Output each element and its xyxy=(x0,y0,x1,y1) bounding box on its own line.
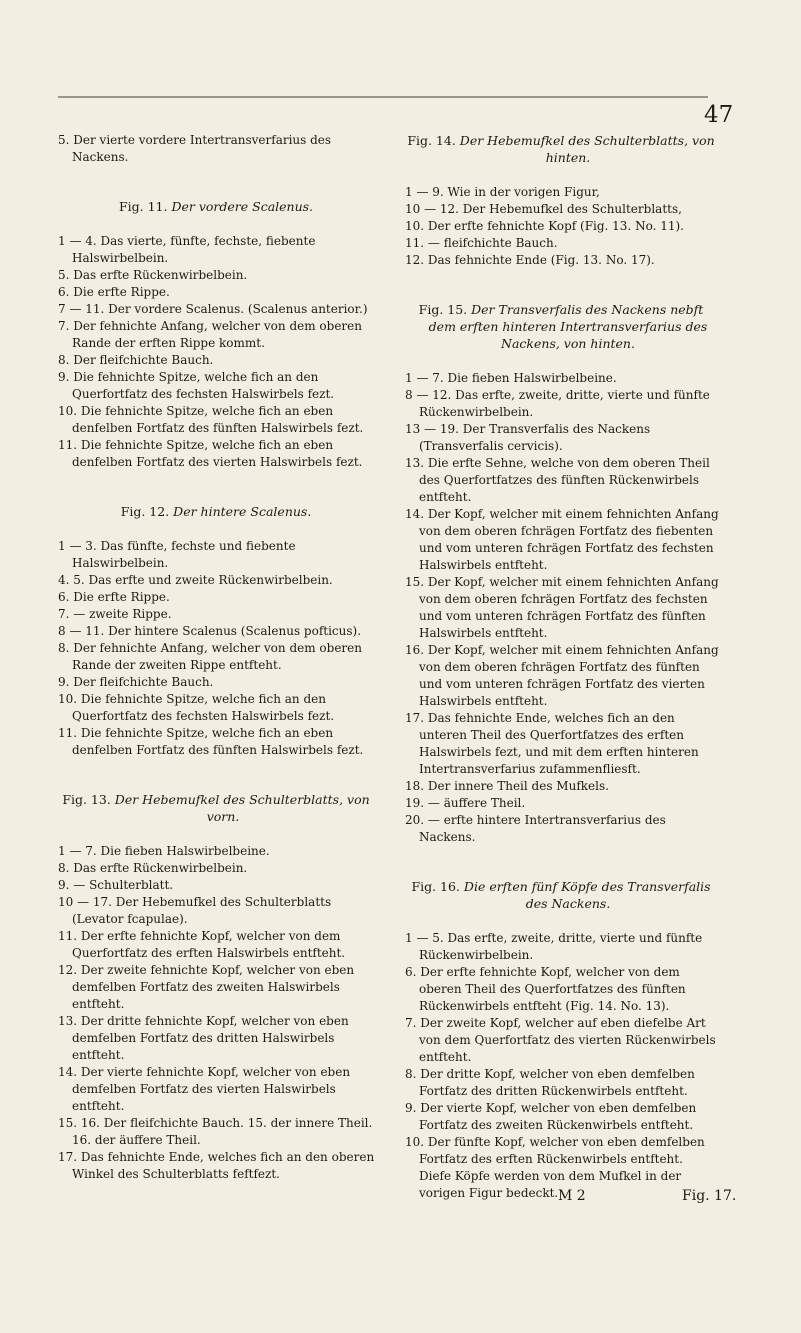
legend-entry: 11. Die fehnichte Spitze, welche fich an eben denfelben Fortfatz des vierten Halswirbels fezt. xyxy=(58,438,363,469)
figure-label: Fig. 13. xyxy=(62,792,111,807)
legend-entry: 12. Das fehnichte Ende (Fig. 13. No. 17). xyxy=(405,253,655,267)
note-text: Diefe Köpfe werden von dem Mufkel in der vorigen Figur bedeckt. xyxy=(419,1169,682,1200)
legend-entry: 9. — Schulterblatt. xyxy=(58,878,174,892)
header-rule xyxy=(58,96,708,98)
figure-title: Der vordere Scalenus. xyxy=(171,199,314,214)
legend-entry: 1 — 7. Die fieben Halswirbelbeine. xyxy=(405,371,617,385)
legend-entry: 10. Die fehnichte Spitze, welche fich an den Querfortfatz des fechsten Halswirbels fezt. xyxy=(58,692,335,723)
legend-entry: 20. — erfte hintere Intertransverfarius des Nackens. xyxy=(405,813,666,844)
legend-entry: 1 — 7. Die fieben Halswirbelbeine. xyxy=(58,844,270,858)
figure-label: Fig. 15. xyxy=(418,302,468,317)
legend-entry: 10. Die fehnichte Spitze, welche fich an eben denfelben Fortfatz des fünften Halswirbels fezt. xyxy=(58,404,364,435)
legend-entry: 13. Der dritte fehnichte Kopf, welcher von eben demfelben Fortfatz des dritten Halswirbels entfteht. xyxy=(58,1014,349,1062)
figure-caption xyxy=(58,791,380,825)
legend-entry: 11. Der erfte fehnichte Kopf, welcher von dem Querfortfatz des erften Halswirbels entfteht. xyxy=(58,929,346,960)
legend-entry: 10. Der erfte fehnichte Kopf (Fig. 13. No. 11). xyxy=(405,219,684,233)
legend-entry: 1 — 4. Das vierte, fünfte, fechste, fiebente Halswirbelbein. xyxy=(58,234,316,265)
legend-entry: 8. Der dritte Kopf, welcher von eben demfelben Fortfatz des dritten Rückenwirbels entfteht. xyxy=(405,1067,695,1098)
legend-entry: 13 — 19. Der Transverfalis des Nackens (Transverfalis cervicis). xyxy=(405,422,651,453)
figure-caption xyxy=(58,503,380,520)
legend-entry: 18. Der innere Theil des Mufkels. xyxy=(405,779,609,793)
legend-entry: 10 — 17. Der Hebemufkel des Schulterblatts (Levator fcapulae). xyxy=(58,895,332,926)
legend-entry: 12. Der zweite fehnichte Kopf, welcher von eben demfelben Fortfatz des zweiten Halswirbels entfteht. xyxy=(58,963,355,1011)
legend-entry: 7. Der fehnichte Anfang, welcher von dem oberen Rande der erften Rippe kommt. xyxy=(58,319,363,350)
page-number: 47 xyxy=(704,102,734,128)
legend-entry: 7 — 11. Der vordere Scalenus. (Scalenus anterior.) xyxy=(58,302,368,316)
legend-entry: 13. Die erfte Sehne, welche von dem oberen Theil des Querfortfatzes des fünften Rückenwirbels entfteht. xyxy=(405,456,710,504)
legend-entry: 6. Die erfte Rippe. xyxy=(58,285,170,299)
figure-title: Der Transverfalis des Nackens nebft dem erften hinteren Intertransverfarius des Nackens, von hinten. xyxy=(428,302,708,351)
figure-label: Fig. 12. xyxy=(120,504,170,519)
legend-entry: 8. Der fehnichte Anfang, welcher von dem oberen Rande der zweiten Rippe entfteht. xyxy=(58,641,363,672)
legend-entry: 1 — 9. Wie in der vorigen Figur, xyxy=(405,185,600,199)
legend-entry: 5. Das erfte Rückenwirbelbein. xyxy=(58,268,248,282)
figure-label: Fig. 16. xyxy=(411,879,460,894)
legend-entry: 8 — 11. Der hintere Scalenus (Scalenus pofticus). xyxy=(58,624,362,638)
legend-entry: 17. Das fehnichte Ende, welches fich an den oberen Winkel des Schulterblatts feftfezt. xyxy=(58,1150,375,1181)
signature-mark: M 2 xyxy=(558,1188,586,1204)
figure-caption xyxy=(58,198,380,215)
legend-entry: 19. — äuffere Theil. xyxy=(405,796,526,810)
figure-caption xyxy=(405,878,723,912)
legend-entry: 14. Der Kopf, welcher mit einem fehnichten Anfang von dem oberen fchrägen Fortfatz des fiebenten und vom unteren fchrägen Fortfatz des fechsten Halswirbels entfteht. xyxy=(405,507,719,572)
figure-caption xyxy=(405,301,723,352)
legend-entry: 10. Der fünfte Kopf, welcher von eben demfelben Fortfatz des erften Rückenwirbels entfteht. xyxy=(405,1135,705,1166)
legend-entry: 6. Der erfte fehnichte Kopf, welcher von dem oberen Theil des Querfortfatzes des fünften Rückenwirbels entfteht (Fig. 14. No. 13). xyxy=(405,965,686,1013)
legend-entry: 6. Die erfte Rippe. xyxy=(58,590,170,604)
legend-entry: 7. Der zweite Kopf, welcher auf eben diefelbe Art von dem Querfortfatz des vierten Rückenwirbels entfteht. xyxy=(405,1016,716,1064)
section-heading: 5. Der vierte vordere Intertransverfarius des Nackens. xyxy=(58,133,332,164)
figure-title: Der hintere Scalenus. xyxy=(173,504,312,519)
catchword: Fig. 17. xyxy=(682,1188,737,1204)
figure-label: Fig. 11. xyxy=(118,199,168,214)
legend-entry: 4. 5. Das erfte und zweite Rückenwirbelbein. xyxy=(58,573,333,587)
legend-entry: 8. Das erfte Rückenwirbelbein. xyxy=(58,861,248,875)
legend-entry: 9. Der vierte Kopf, welcher von eben demfelben Fortfatz des zweiten Rückenwirbels entfteht. xyxy=(405,1101,697,1132)
legend-entry: 17. Das fehnichte Ende, welches fich an den unteren Theil des Querfortfatzes des erften Halswirbels fezt, und mit dem erften hinteren Intertransverfarius zufammenfliesft. xyxy=(405,711,699,776)
legend-entry: 9. Der fleifchichte Bauch. xyxy=(58,675,214,689)
legend-entry: 14. Der vierte fehnichte Kopf, welcher von eben demfelben Fortfatz des vierten Halswirbels entfteht. xyxy=(58,1065,351,1113)
figure-title: Der Hebemufkel des Schulterblatts, von vorn. xyxy=(114,792,370,824)
legend-entry: 16. Der Kopf, welcher mit einem fehnichten Anfang von dem oberen fchrägen Fortfatz des fünften und vom unteren fchrägen Fortfatz des vierten Halswirbels entfteht. xyxy=(405,643,719,708)
left-column xyxy=(58,132,380,1183)
legend-entry: 8. Der fleifchichte Bauch. xyxy=(58,353,214,367)
legend-entry: 8 — 12. Das erfte, zweite, dritte, vierte und fünfte Rückenwirbelbein. xyxy=(405,388,710,419)
figure-title: Die erften fünf Köpfe des Transverfalis des Nackens. xyxy=(463,879,711,911)
legend-entry: 9. Die fehnichte Spitze, welche fich an den Querfortfatz des fechsten Halswirbels fezt. xyxy=(58,370,335,401)
figure-title: Der Hebemufkel des Schulterblatts, von hinten. xyxy=(459,133,715,165)
legend-entry: 1 — 5. Das erfte, zweite, dritte, vierte und fünfte Rückenwirbelbein. xyxy=(405,931,703,962)
figure-label: Fig. 14. xyxy=(407,133,456,148)
legend-entry: 15. Der Kopf, welcher mit einem fehnichten Anfang von dem oberen fchrägen Fortfatz des fechsten und vom unteren fchrägen Fortfatz des fünften Halswirbels entfteht. xyxy=(405,575,719,640)
legend-entry: 7. — zweite Rippe. xyxy=(58,607,172,621)
right-column xyxy=(405,132,723,1202)
legend-entry: 11. Die fehnichte Spitze, welche fich an eben denfelben Fortfatz des fünften Halswirbels fezt. xyxy=(58,726,364,757)
legend-entry: 11. — fleifchichte Bauch. xyxy=(405,236,558,250)
legend-entry: 1 — 3. Das fünfte, fechste und fiebente Halswirbelbein. xyxy=(58,539,296,570)
legend-entry: 15. 16. Der fleifchichte Bauch. 15. der innere Theil. 16. der äuffere Theil. xyxy=(58,1116,373,1147)
figure-caption xyxy=(405,132,723,166)
legend-entry: 10 — 12. Der Hebemufkel des Schulterblatts, xyxy=(405,202,682,216)
